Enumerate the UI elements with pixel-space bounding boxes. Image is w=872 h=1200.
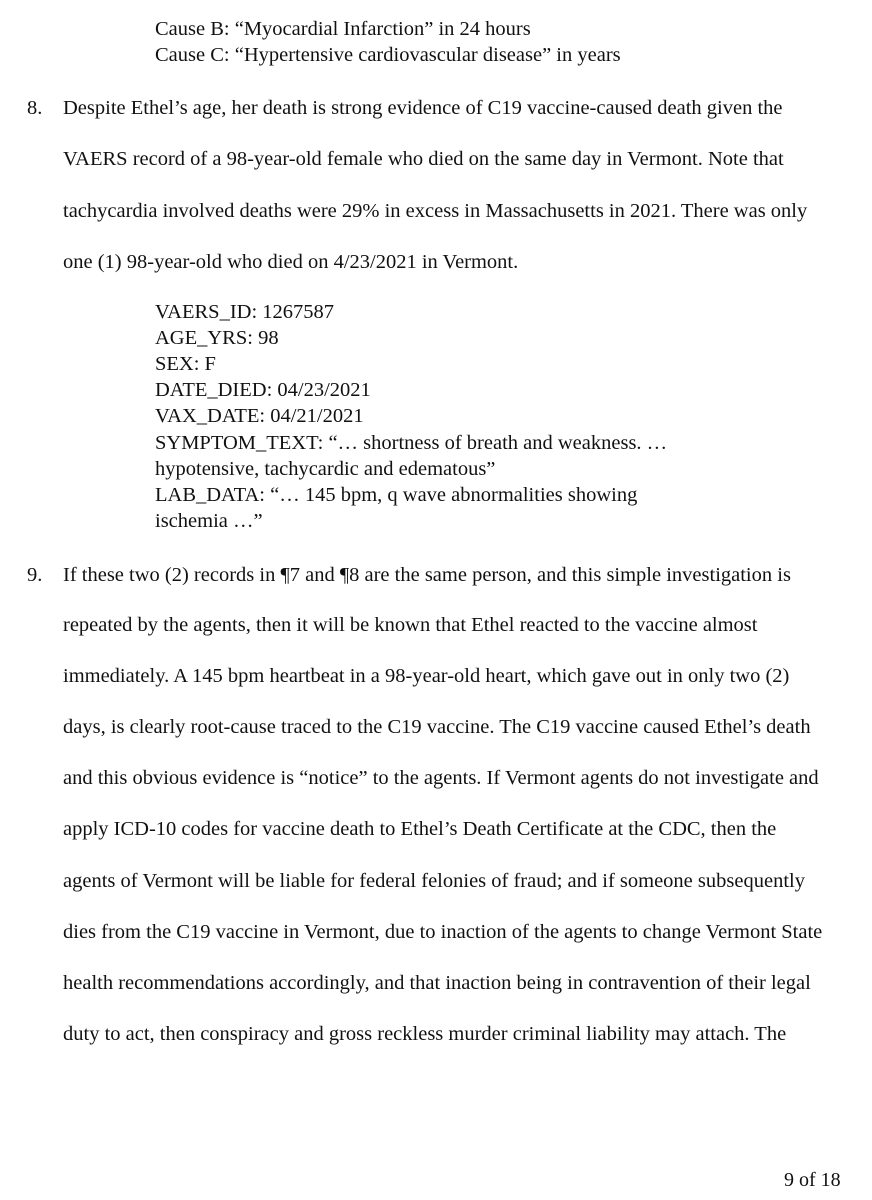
paragraph-line: repeated by the agents, then it will be known that Ethel reacted to the vaccine almost xyxy=(63,614,758,636)
paragraph-line: dies from the C19 vaccine in Vermont, due to inaction of the agents to change Vermont State xyxy=(63,921,823,943)
vaers-symptom-text-cont: hypotensive, tachycardic and edematous” xyxy=(155,458,496,480)
paragraph-line: immediately. A 145 bpm heartbeat in a 98-year-old heart, which gave out in only two (2) xyxy=(63,665,790,687)
paragraph-line: and this obvious evidence is “notice” to the agents. If Vermont agents do not investigate and xyxy=(63,767,819,789)
paragraph-line: agents of Vermont will be liable for federal felonies of fraud; and if someone subsequently xyxy=(63,870,805,892)
page-number: 9 of 18 xyxy=(784,1169,841,1191)
paragraph-line: VAERS record of a 98-year-old female who died on the same day in Vermont. Note that xyxy=(63,148,784,170)
vaers-date-died: DATE_DIED: 04/23/2021 xyxy=(155,379,371,401)
paragraph-line: one (1) 98-year-old who died on 4/23/2021 in Vermont. xyxy=(63,251,519,273)
paragraph-line: apply ICD-10 codes for vaccine death to Ethel’s Death Certificate at the CDC, then the xyxy=(63,818,777,840)
paragraph-number: 9. xyxy=(27,564,43,586)
paragraph-line: Despite Ethel’s age, her death is strong evidence of C19 vaccine-caused death given the xyxy=(63,97,783,119)
vaers-symptom-text: SYMPTOM_TEXT: “… shortness of breath and weakness. … xyxy=(155,432,668,454)
vaers-vax-date: VAX_DATE: 04/21/2021 xyxy=(155,405,364,427)
paragraph-line: tachycardia involved deaths were 29% in excess in Massachusetts in 2021. There was only xyxy=(63,200,808,222)
paragraph-line: duty to act, then conspiracy and gross reckless murder criminal liability may attach. The xyxy=(63,1023,787,1045)
paragraph-line: days, is clearly root-cause traced to the C19 vaccine. The C19 vaccine caused Ethel’s death xyxy=(63,716,811,738)
vaers-id: VAERS_ID: 1267587 xyxy=(155,301,335,323)
vaers-age: AGE_YRS: 98 xyxy=(155,327,279,349)
paragraph-line: health recommendations accordingly, and that inaction being in contravention of their legal xyxy=(63,972,811,994)
vaers-sex: SEX: F xyxy=(155,353,216,375)
cause-c: Cause C: “Hypertensive cardiovascular disease” in years xyxy=(155,44,621,66)
paragraph-line: If these two (2) records in ¶7 and ¶8 are the same person, and this simple investigation is xyxy=(63,564,791,586)
cause-b: Cause B: “Myocardial Infarction” in 24 hours xyxy=(155,18,531,40)
vaers-lab-data: LAB_DATA: “… 145 bpm, q wave abnormalities showing xyxy=(155,484,638,506)
vaers-lab-data-cont: ischemia …” xyxy=(155,510,263,532)
paragraph-number: 8. xyxy=(27,97,43,119)
